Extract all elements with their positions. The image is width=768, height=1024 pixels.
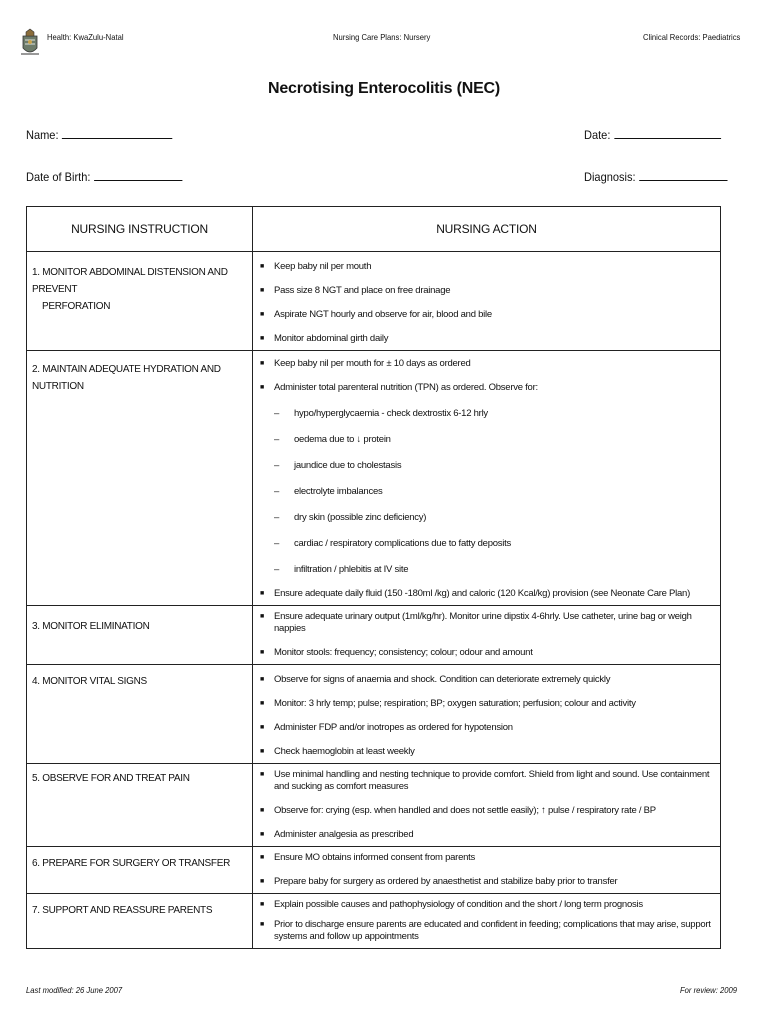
- square-bullet-icon: ■: [260, 748, 264, 755]
- square-bullet-icon: ■: [260, 724, 264, 731]
- dob-field[interactable]: [26, 169, 182, 184]
- dash-bullet-icon: –: [274, 538, 280, 549]
- action-cell: [253, 764, 721, 847]
- sub-list-item: [274, 538, 715, 550]
- instruction-cell: [27, 764, 253, 847]
- care-plan-table: [26, 206, 721, 949]
- list-item: [260, 876, 715, 888]
- square-bullet-icon: ■: [260, 360, 264, 367]
- table-row: [27, 351, 721, 606]
- table-row: [27, 665, 721, 764]
- action-text: Pass size 8 NGT and place on free drainage: [274, 285, 451, 296]
- square-bullet-icon: ■: [260, 287, 264, 294]
- list-item: [260, 698, 715, 710]
- dash-bullet-icon: –: [274, 486, 280, 497]
- action-text: Prepare baby for surgery as ordered by anaesthetist and stabilize baby prior to transfer: [274, 876, 618, 887]
- dash-bullet-icon: –: [274, 408, 280, 419]
- action-cell: [253, 606, 721, 665]
- page-header: [0, 0, 768, 60]
- table-row: [27, 606, 721, 665]
- list-item: [260, 769, 715, 793]
- action-cell: [253, 252, 721, 351]
- dob-label: Date of Birth:: [26, 170, 91, 184]
- instruction-cell: [27, 351, 253, 606]
- action-text: Keep baby nil per mouth for ± 10 days as ordered: [274, 358, 471, 369]
- sub-item-text: jaundice due to cholestasis: [294, 460, 402, 471]
- diagnosis-line[interactable]: [639, 169, 727, 181]
- instruction-text: 2. MAINTAIN ADEQUATE HYDRATION AND NUTRITION: [32, 364, 221, 392]
- square-bullet-icon: ■: [260, 901, 264, 908]
- sub-list-item: [274, 460, 715, 472]
- instruction-cell: [27, 847, 253, 894]
- square-bullet-icon: ■: [260, 613, 264, 620]
- instruction-cell: [27, 665, 253, 764]
- list-item: [260, 333, 715, 345]
- list-item: [260, 309, 715, 321]
- list-item: [260, 899, 715, 911]
- action-text: Administer total parenteral nutrition (TPN) as ordered. Observe for:: [274, 382, 538, 393]
- date-line[interactable]: [614, 127, 721, 139]
- action-text: Observe for signs of anaemia and shock. Condition can deteriorate extremely quickly: [274, 674, 611, 685]
- table-header-row: [27, 207, 721, 252]
- table-row: [27, 847, 721, 894]
- dash-bullet-icon: –: [274, 460, 280, 471]
- action-text: Observe for: crying (esp. when handled and does not settle easily); ↑ pulse / respiratory rate / BP: [274, 805, 656, 816]
- sub-item-text: cardiac / respiratory complications due to fatty deposits: [294, 538, 512, 549]
- footer-review-date: For review: 2009: [680, 985, 737, 995]
- diagnosis-field[interactable]: [584, 169, 728, 184]
- square-bullet-icon: ■: [260, 878, 264, 885]
- square-bullet-icon: ■: [260, 311, 264, 318]
- column-header-instruction: NURSING INSTRUCTION: [27, 207, 253, 252]
- square-bullet-icon: ■: [260, 807, 264, 814]
- list-item: [260, 261, 715, 273]
- action-text: Aspirate NGT hourly and observe for air, blood and bile: [274, 309, 492, 320]
- list-item: [260, 805, 715, 817]
- action-cell: [253, 894, 721, 949]
- list-item: [260, 722, 715, 734]
- list-item: [260, 919, 715, 943]
- action-text: Check haemoglobin at least weekly: [274, 746, 415, 757]
- sub-list: [274, 408, 715, 576]
- dash-bullet-icon: –: [274, 564, 280, 575]
- square-bullet-icon: ■: [260, 590, 264, 597]
- name-label: Name:: [26, 128, 59, 142]
- action-cell: [253, 351, 721, 606]
- action-text: Ensure MO obtains informed consent from parents: [274, 852, 476, 863]
- instruction-cell: [27, 252, 253, 351]
- instruction-text: 4. MONITOR VITAL SIGNS: [32, 676, 147, 687]
- list-item: [260, 285, 715, 297]
- diagnosis-label: Diagnosis:: [584, 170, 636, 184]
- action-text: Ensure adequate daily fluid (150 -180ml /kg) and caloric (120 Kcal/kg) provision (see Neonate Care Plan): [274, 588, 690, 599]
- date-label: Date:: [584, 128, 611, 142]
- list-item: [260, 611, 715, 635]
- square-bullet-icon: ■: [260, 771, 264, 778]
- instruction-text: 3. MONITOR ELIMINATION: [32, 621, 150, 632]
- action-text: Prior to discharge ensure parents are educated and confident in feeding; complications that may arise, support systems and follow up appointments: [274, 919, 711, 942]
- table-row: [27, 252, 721, 351]
- sub-item-text: electrolyte imbalances: [294, 486, 383, 497]
- table-row: [27, 894, 721, 949]
- list-item: [260, 588, 715, 600]
- header-org: Health: KwaZulu-Natal: [47, 32, 124, 42]
- action-text: Administer FDP and/or inotropes as ordered for hypotension: [274, 722, 513, 733]
- action-text: Use minimal handling and nesting technique to provide comfort. Shield from light and sound. Use containment and sucking as comfort measures: [274, 769, 710, 792]
- instruction-text-cont: PERFORATION: [42, 301, 111, 312]
- square-bullet-icon: ■: [260, 831, 264, 838]
- name-field[interactable]: [26, 127, 173, 142]
- list-item: [260, 382, 715, 576]
- instruction-cell: [27, 606, 253, 665]
- action-cell: [253, 665, 721, 764]
- footer-last-modified: Last modified: 26 June 2007: [26, 985, 123, 995]
- action-text: Explain possible causes and pathophysiology of condition and the short / long term prognosis: [274, 899, 643, 910]
- header-plan: Nursing Care Plans: Nursery: [333, 32, 431, 42]
- action-text: Ensure adequate urinary output (1ml/kg/hr). Monitor urine dipstix 4-6hrly. Use catheter, urine bag or weigh nappies: [274, 611, 692, 634]
- square-bullet-icon: ■: [260, 700, 264, 707]
- dash-bullet-icon: –: [274, 434, 280, 445]
- sub-item-text: infiltration / phlebitis at IV site: [294, 564, 409, 575]
- dob-line[interactable]: [94, 169, 182, 181]
- coat-of-arms-icon: [20, 28, 40, 58]
- square-bullet-icon: ■: [260, 921, 264, 928]
- action-text: Monitor stools: frequency; consistency; colour; odour and amount: [274, 647, 533, 658]
- sub-item-text: oedema due to ↓ protein: [294, 434, 391, 445]
- sub-list-item: [274, 408, 715, 420]
- action-text: Monitor: 3 hrly temp; pulse; respiration; BP; oxygen saturation; perfusion; colour and activity: [274, 698, 636, 709]
- instruction-text: 5. OBSERVE FOR AND TREAT PAIN: [32, 773, 190, 784]
- name-line[interactable]: [62, 127, 172, 139]
- list-item: [260, 829, 715, 841]
- header-records: Clinical Records: Paediatrics: [643, 32, 741, 42]
- square-bullet-icon: ■: [260, 676, 264, 683]
- action-cell: [253, 847, 721, 894]
- action-text: Monitor abdominal girth daily: [274, 333, 389, 344]
- dash-bullet-icon: –: [274, 512, 280, 523]
- list-item: [260, 647, 715, 659]
- action-text: Keep baby nil per mouth: [274, 261, 372, 272]
- instruction-text: 7. SUPPORT AND REASSURE PARENTS: [32, 905, 213, 916]
- square-bullet-icon: ■: [260, 649, 264, 656]
- list-item: [260, 852, 715, 864]
- sub-list-item: [274, 486, 715, 498]
- list-item: [260, 358, 715, 370]
- table-row: [27, 764, 721, 847]
- square-bullet-icon: ■: [260, 263, 264, 270]
- list-item: [260, 674, 715, 686]
- page-title: Necrotising Enterocolitis (NEC): [267, 80, 501, 97]
- sub-list-item: [274, 564, 715, 576]
- action-text: Administer analgesia as prescribed: [274, 829, 414, 840]
- sub-item-text: dry skin (possible zinc deficiency): [294, 512, 427, 523]
- instruction-text: 1. MONITOR ABDOMINAL DISTENSION AND PREVENT: [32, 267, 228, 295]
- instruction-text: 6. PREPARE FOR SURGERY OR TRANSFER: [32, 858, 230, 869]
- square-bullet-icon: ■: [260, 384, 264, 391]
- instruction-cell: [27, 894, 253, 949]
- square-bullet-icon: ■: [260, 854, 264, 861]
- sub-list-item: [274, 434, 715, 446]
- column-header-action: NURSING ACTION: [253, 207, 721, 252]
- list-item: [260, 746, 715, 758]
- sub-list-item: [274, 512, 715, 524]
- date-field[interactable]: [584, 127, 721, 142]
- square-bullet-icon: ■: [260, 335, 264, 342]
- sub-item-text: hypo/hyperglycaemia - check dextrostix 6-12 hrly: [294, 408, 488, 419]
